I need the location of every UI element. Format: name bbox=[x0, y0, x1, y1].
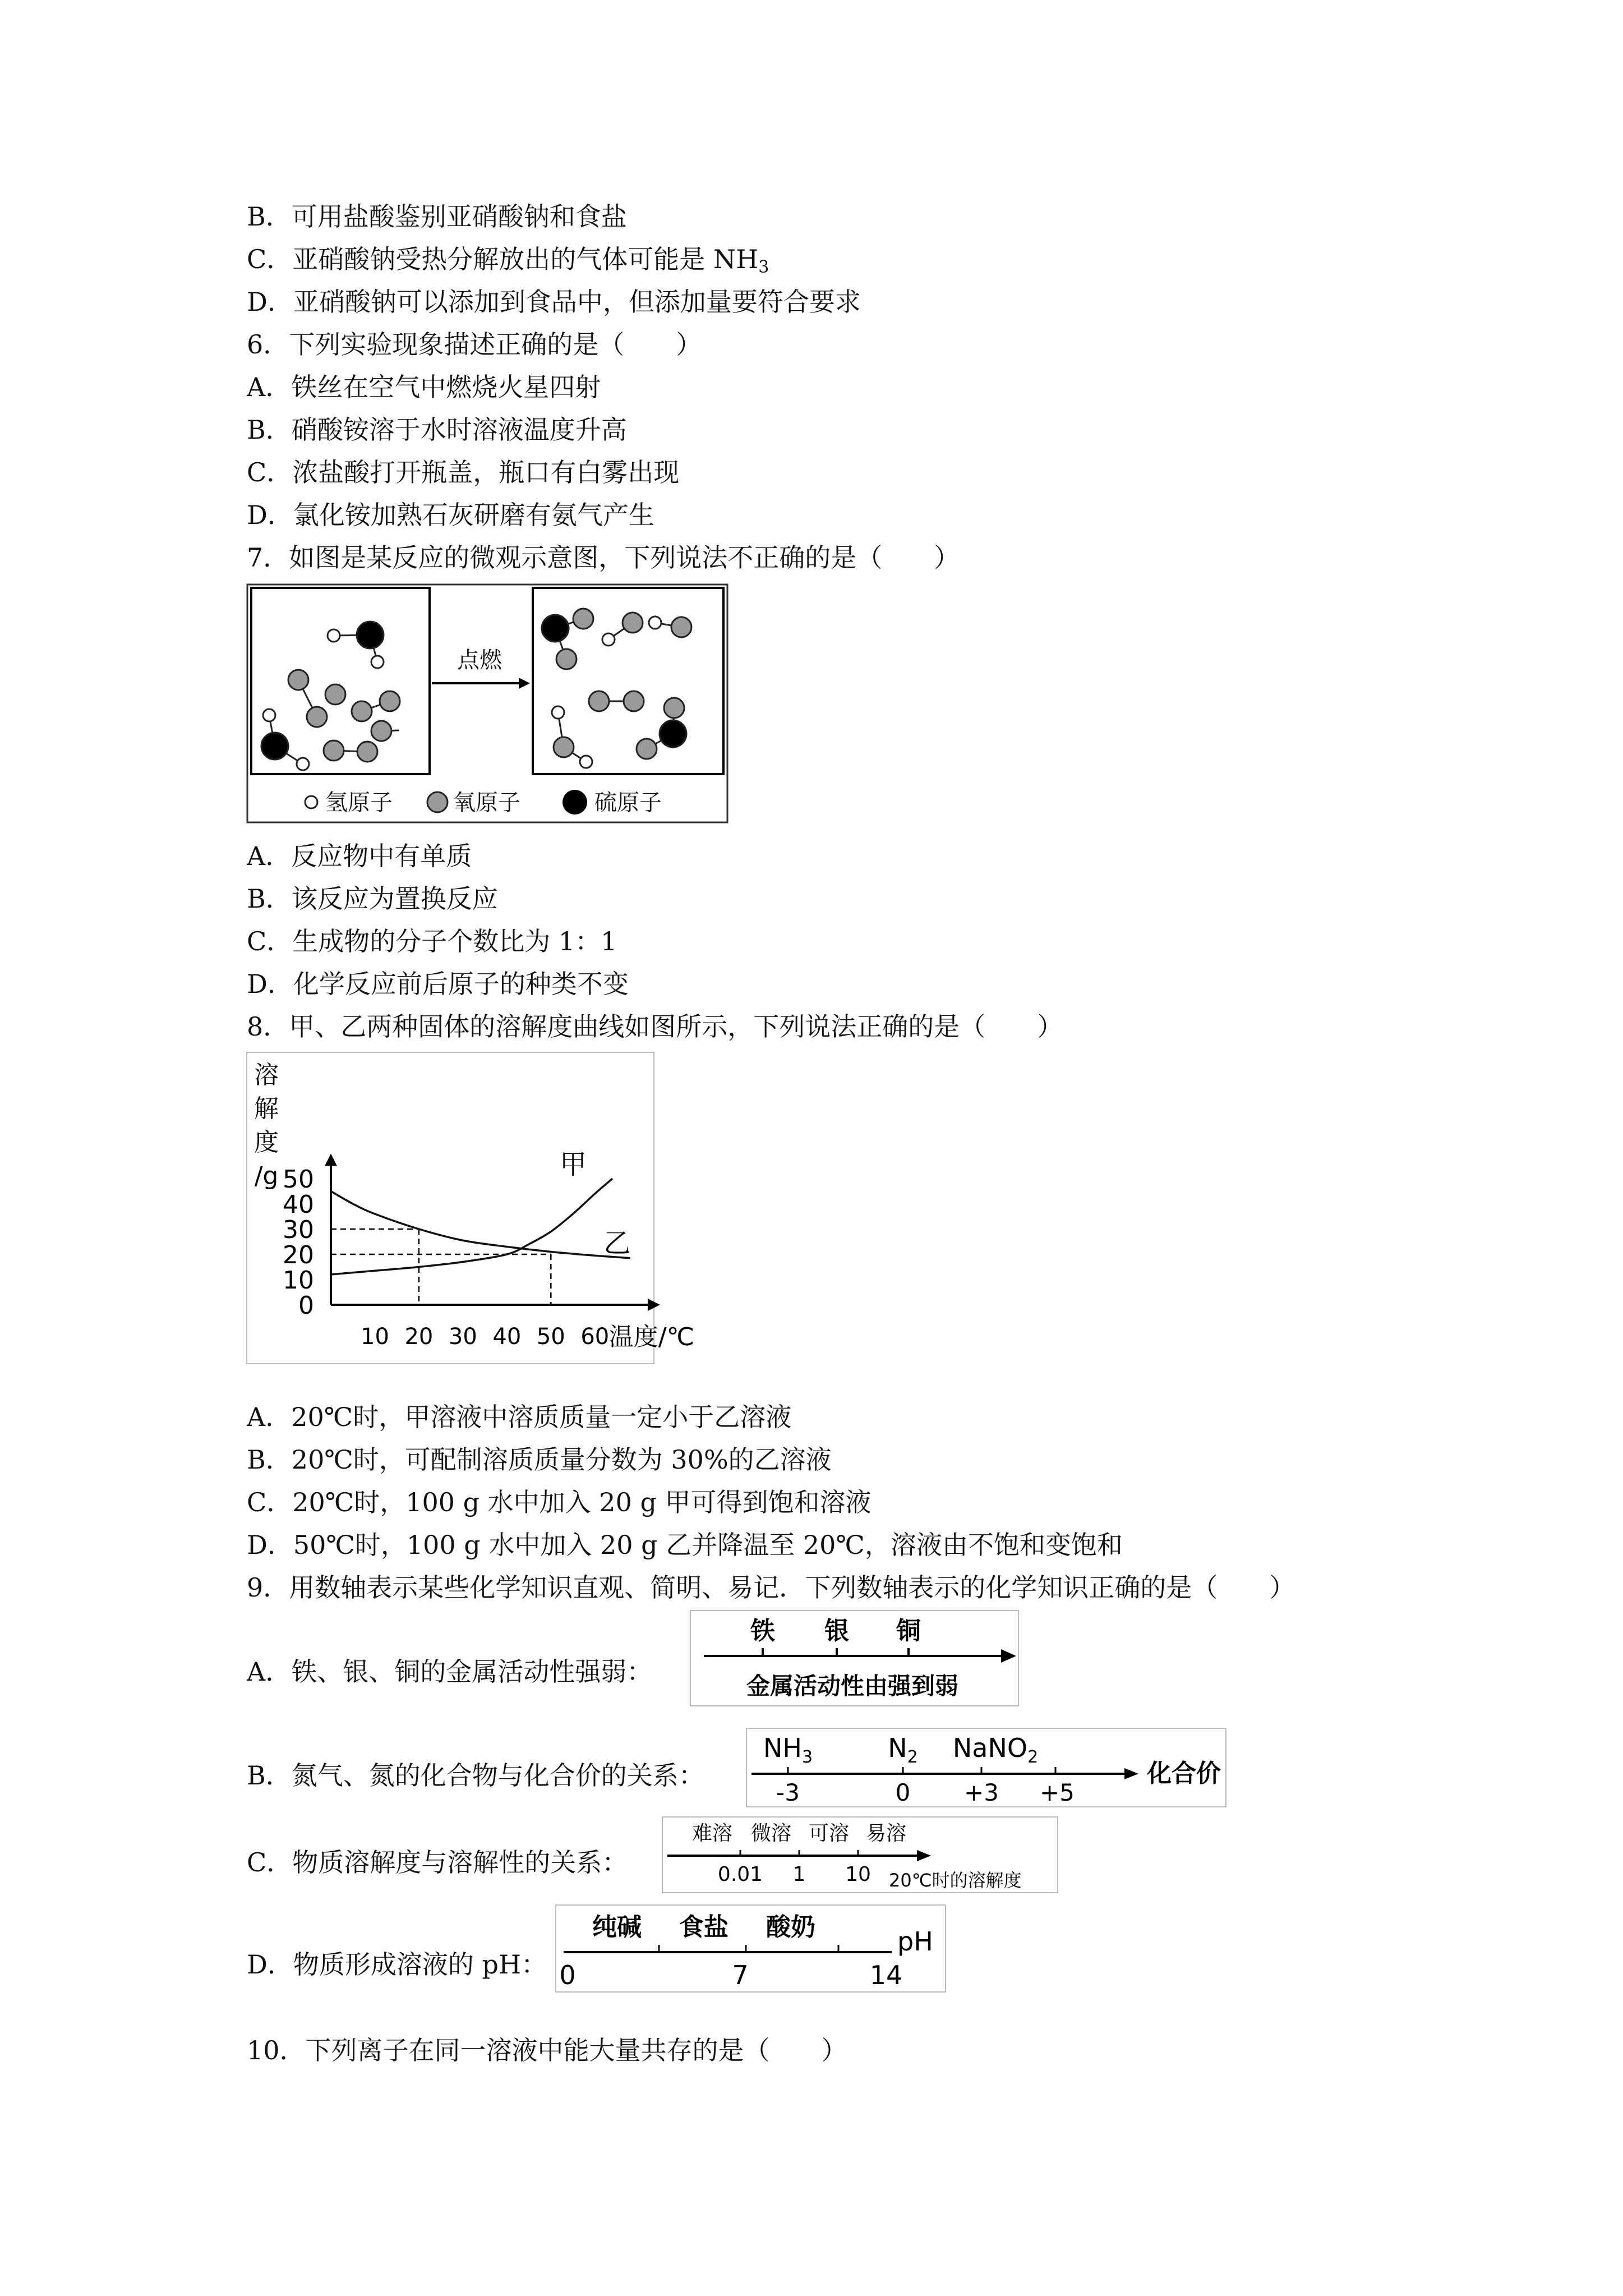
oxygen-atom bbox=[556, 649, 577, 669]
q6-option-a: A．铁丝在空气中燃烧火星四射 bbox=[247, 372, 601, 402]
q9-option-b-label: B．氮气、氮的化合物与化合价的关系： bbox=[247, 1760, 704, 1791]
q9d-top-1: 纯碱 bbox=[592, 1913, 642, 1941]
hydrogen-atom bbox=[602, 633, 615, 646]
oxygen-atom bbox=[573, 609, 593, 629]
diagram-legend bbox=[305, 790, 662, 816]
hydrogen-atom bbox=[649, 616, 661, 629]
micro-reaction-diagram bbox=[247, 583, 729, 825]
hydrogen-atom bbox=[263, 709, 275, 721]
q9b-axis-label: 化合价 bbox=[1147, 1759, 1221, 1788]
solubility-chart bbox=[247, 1052, 695, 1366]
y-tick-label: 0 bbox=[298, 1291, 314, 1320]
q9a-top-1: 铁 bbox=[750, 1617, 775, 1645]
oxygen-atom bbox=[664, 698, 684, 718]
q7-option-a: A．反应物中有单质 bbox=[247, 841, 472, 871]
q9c-top-3: 可溶 bbox=[808, 1822, 850, 1845]
y-axis-label-char: 度 bbox=[254, 1128, 279, 1157]
q9-stem: 9．用数轴表示某些化学知识直观、简明、易记．下列数轴表示的化学知识正确的是（ ） bbox=[247, 1572, 1295, 1603]
oxygen-atom bbox=[371, 721, 391, 741]
q9d-top-2: 食盐 bbox=[679, 1913, 728, 1941]
arrow-head-icon bbox=[1124, 1768, 1138, 1779]
q9c-bottom-3: 10 bbox=[845, 1863, 871, 1886]
q5-option-d: D．亚硝酸钠可以添加到食品中，但添加量要符合要求 bbox=[247, 287, 861, 317]
q9c-top-1: 难溶 bbox=[691, 1822, 733, 1845]
q9-option-a-label: A．铁、银、铜的金属活动性强弱： bbox=[247, 1657, 653, 1687]
legend-sulfur: 硫原子 bbox=[594, 790, 662, 816]
q9d-bottom-2: 7 bbox=[732, 1960, 749, 1990]
series-label-yi: 乙 bbox=[603, 1227, 631, 1259]
oxygen-atom bbox=[589, 691, 609, 711]
q9-option-b-numberline bbox=[746, 1728, 1228, 1809]
oxygen-atom bbox=[357, 742, 377, 762]
q9c-bottom-1: 0.01 bbox=[717, 1863, 763, 1886]
sulfur-atom bbox=[261, 733, 288, 760]
q9b-top-1: $NH_3$ bbox=[763, 1733, 813, 1767]
oxygen-atom bbox=[624, 691, 644, 711]
q9a-top-2: 银 bbox=[824, 1617, 849, 1645]
oxygen-atom bbox=[352, 701, 372, 721]
q6-stem: 6．下列实验现象描述正确的是（ ） bbox=[247, 329, 702, 360]
hydrogen-atom bbox=[328, 629, 340, 642]
oxygen-legend-icon bbox=[427, 792, 448, 812]
hydrogen-atom bbox=[297, 758, 309, 770]
sulfur-legend-icon bbox=[562, 790, 587, 815]
q8-option-d: D．50℃时，100 g 水中加入 20 g 乙并降温至 20℃，溶液由不饱和变饱和 bbox=[247, 1530, 1123, 1560]
arrow-head-icon bbox=[519, 678, 530, 689]
q5-option-b: B．可用盐酸鉴别亚硝酸钠和食盐 bbox=[247, 201, 627, 232]
sulfur-atom bbox=[357, 622, 384, 648]
oxygen-atom bbox=[637, 739, 657, 759]
y-tick-label: 10 bbox=[283, 1266, 314, 1295]
q9d-axis-label: pH bbox=[897, 1926, 933, 1957]
arrow-label: 点燃 bbox=[457, 647, 502, 673]
series-label-jia: 甲 bbox=[560, 1149, 587, 1180]
q9b-bottom-2: 0 bbox=[895, 1779, 911, 1806]
q8-stem: 8．甲、乙两种固体的溶解度曲线如图所示，下列说法正确的是（ ） bbox=[247, 1011, 1063, 1042]
q9b-top-2: $N_2$ bbox=[888, 1733, 918, 1767]
q10-stem: 10．下列离子在同一溶液中能大量共存的是（ ） bbox=[247, 2035, 847, 2065]
q8-option-a: A．20℃时，甲溶液中溶质质量一定小于乙溶液 bbox=[247, 1402, 792, 1432]
oxygen-atom bbox=[288, 670, 308, 690]
oxygen-atom bbox=[554, 737, 574, 757]
x-tick-label: 40 bbox=[492, 1324, 522, 1350]
oxygen-atom bbox=[623, 613, 643, 633]
q9a-top-3: 铜 bbox=[896, 1617, 921, 1645]
x-tick-label: 30 bbox=[448, 1324, 477, 1350]
y-axis-label-char: 溶 bbox=[254, 1061, 279, 1089]
q9c-top-4: 易溶 bbox=[865, 1822, 907, 1845]
oxygen-atom bbox=[325, 684, 345, 705]
q8-option-c: C．20℃时，100 g 水中加入 20 g 甲可得到饱和溶液 bbox=[247, 1487, 872, 1517]
sulfur-atom bbox=[660, 720, 686, 747]
y-tick-label: 50 bbox=[283, 1165, 314, 1194]
q9b-bottom-4: +5 bbox=[1040, 1779, 1075, 1806]
q9c-axis-label: 20℃时的溶解度 bbox=[889, 1870, 1022, 1891]
y-tick-label: 20 bbox=[283, 1241, 314, 1269]
x-tick-label: 60 bbox=[580, 1324, 610, 1350]
legend-oxygen: 氧原子 bbox=[453, 790, 520, 816]
series-line-jia bbox=[331, 1179, 612, 1274]
q9c-bottom-2: 1 bbox=[792, 1863, 806, 1886]
series-line-yi bbox=[331, 1191, 630, 1258]
y-axis-arrow-icon bbox=[325, 1154, 337, 1166]
q9b-bottom-3: +3 bbox=[964, 1779, 999, 1806]
q6-option-d: D．氯化铵加熟石灰研磨有氨气产生 bbox=[247, 500, 654, 530]
q9-option-d-numberline bbox=[555, 1904, 948, 1994]
q9-option-d-label: D．物质形成溶液的 pH： bbox=[247, 1949, 547, 1980]
q9a-bottom: 金属活动性由强到弱 bbox=[746, 1672, 959, 1700]
q7-option-d: D．化学反应前后原子的种类不变 bbox=[247, 969, 629, 999]
q9d-top-3: 酸奶 bbox=[766, 1913, 815, 1941]
q9-option-a-numberline bbox=[690, 1610, 1021, 1708]
y-tick-label: 30 bbox=[283, 1216, 314, 1244]
oxygen-atom bbox=[380, 691, 400, 711]
sulfur-atom bbox=[542, 615, 569, 642]
hydrogen-atom bbox=[552, 706, 564, 719]
arrow-head-icon bbox=[917, 1850, 931, 1861]
x-tick-label: 20 bbox=[404, 1324, 434, 1350]
legend-hydrogen: 氢原子 bbox=[325, 790, 393, 816]
q9c-top-2: 微溶 bbox=[750, 1822, 792, 1845]
q9-option-c-numberline bbox=[662, 1816, 1060, 1895]
hydrogen-atom bbox=[371, 656, 384, 668]
q7-option-b: B．该反应为置换反应 bbox=[247, 884, 498, 914]
q9b-bottom-1: -3 bbox=[776, 1779, 800, 1806]
y-axis-label-char: 解 bbox=[254, 1094, 279, 1123]
q9d-bottom-3: 14 bbox=[869, 1960, 903, 1990]
hydrogen-legend-icon bbox=[305, 796, 317, 808]
x-tick-label: 50 bbox=[536, 1324, 565, 1350]
q5-option-c: C．亚硝酸钠受热分解放出的气体可能是 $NH_3$ bbox=[247, 244, 769, 277]
hydrogen-atom bbox=[580, 756, 592, 768]
q8-option-b: B．20℃时，可配制溶质质量分数为 30%的乙溶液 bbox=[247, 1444, 832, 1475]
q9b-top-3: NaNO$_2$ bbox=[952, 1733, 1039, 1767]
q7-option-c: C．生成物的分子个数比为 1：1 bbox=[247, 926, 617, 956]
arrow-head-icon bbox=[1001, 1649, 1016, 1663]
oxygen-atom bbox=[671, 617, 691, 637]
y-tick-label: 40 bbox=[283, 1190, 314, 1219]
q9-option-c-label: C．物质溶解度与溶解性的关系： bbox=[247, 1847, 628, 1878]
q7-stem: 7．如图是某反应的微观示意图，下列说法不正确的是（ ） bbox=[247, 542, 960, 573]
x-tick-label: 10 bbox=[361, 1324, 389, 1350]
oxygen-atom bbox=[307, 707, 327, 727]
x-axis-label: 温度/℃ bbox=[608, 1323, 695, 1351]
q6-option-b: B．硝酸铵溶于水时溶液温度升高 bbox=[247, 415, 627, 445]
oxygen-atom bbox=[324, 740, 344, 761]
q9d-bottom-1: 0 bbox=[559, 1960, 576, 1990]
y-axis-label-char: /g bbox=[254, 1162, 279, 1190]
q6-option-c: C．浓盐酸打开瓶盖，瓶口有白雾出现 bbox=[247, 457, 680, 487]
